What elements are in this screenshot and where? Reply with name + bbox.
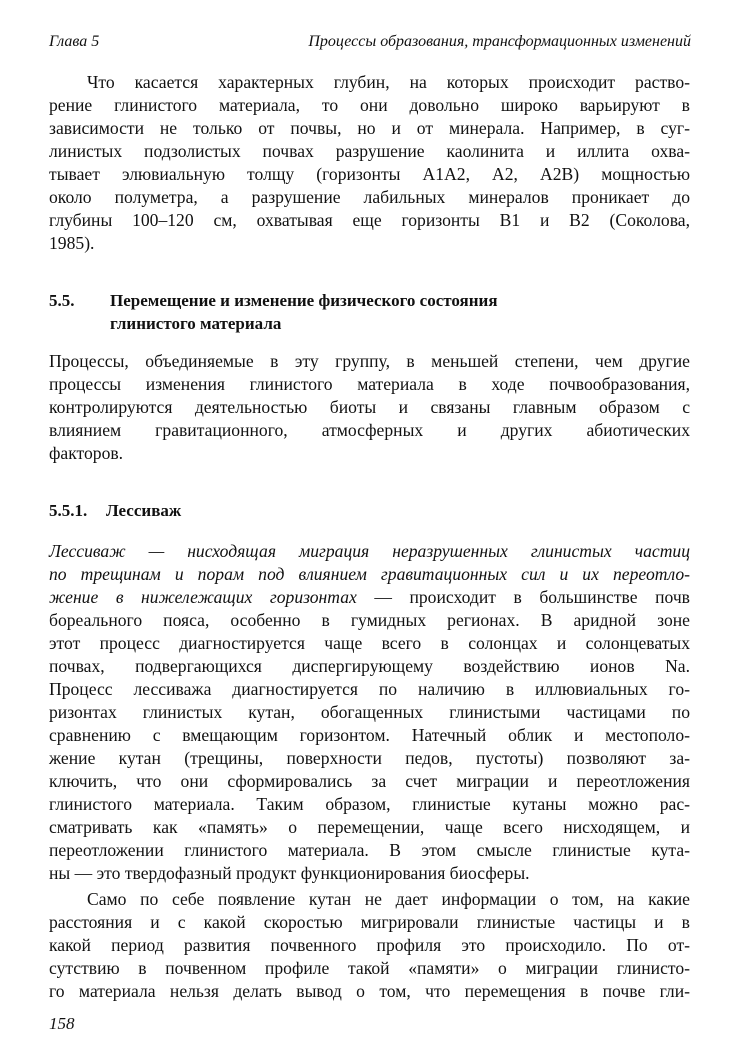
text-line: бореального пояса, особенно в гумидных регионах. В аридной зоне: [49, 610, 690, 630]
text-line: сутствию в почвенном профиле такой «памяти» о миграции глинисто-: [49, 958, 690, 978]
text-line: жение кутан (трещины, поверхности педов, пустоты) позволяют за-: [49, 748, 690, 768]
subsection-number: 5.5.1.: [49, 501, 88, 520]
definition-line: Лессиваж — нисходящая миграция неразрушенных глинистых частиц: [49, 541, 690, 561]
definition-fragment: жение в нижележащих горизонтах: [49, 587, 357, 607]
text-line: Что касается характерных глубин, на которых происходит раство-: [87, 72, 690, 92]
text-line: сравнению с вмещающим горизонтом. Натечный облик и местополо-: [49, 725, 690, 745]
text-line: около полуметра, а разрушение лабильных минералов проникает до: [49, 187, 690, 207]
text-line: процессы изменения глинистого материала в ходе почвообразования,: [49, 374, 690, 394]
section-number: 5.5.: [49, 291, 75, 310]
text-line: тывает элювиальную толщу (горизонты А1А2, А2, А2В) мощностью: [49, 164, 690, 184]
text-line: переотложении глинистого материала. В этом смысле глинистые кута-: [49, 840, 690, 860]
section-title-line: Перемещение и изменение физического состояния: [110, 291, 498, 310]
text-line: 1985).: [49, 233, 95, 253]
text-line: [49, 586, 690, 608]
text-fragment: — происходит в большинстве почв: [356, 587, 690, 607]
definition-line: по трещинам и порам под влиянием гравитационных сил и их переотло-: [49, 564, 690, 584]
text-line: глубины 100–120 см, охватывая еще горизонты В1 и В2 (Соколова,: [49, 210, 690, 230]
section-title-line: глинистого материала: [110, 314, 282, 333]
text-line: Процессы, объединяемые в эту группу, в меньшей степени, чем другие: [49, 351, 690, 371]
subsection-title: Лессиваж: [106, 501, 182, 520]
text-line: линистых подзолистых почвах разрушение каолинита и иллита охва-: [49, 141, 690, 161]
text-line: какой период развития почвенного профиля это происходило. По от-: [49, 935, 690, 955]
text-line: Само по себе появление кутан не дает информации о том, на какие: [87, 889, 690, 909]
text-line: почвах, подвергающихся диспергирующему воздействию ионов Na.: [49, 656, 690, 676]
text-line: этот процесс диагностируется чаще всего в солонцах и солонцеватых: [49, 633, 690, 653]
text-line: ключить, что они сформировались за счет миграции и переотложения: [49, 771, 690, 791]
text-line: влиянием гравитационного, атмосферных и других абиотических: [49, 420, 690, 440]
running-header-chapter: Глава 5: [49, 33, 100, 50]
running-header-title: Процессы образования, трансформационных изменений: [308, 33, 691, 50]
text-line: Процесс лессиважа диагностируется по наличию в иллювиальных го-: [49, 679, 690, 699]
text-line: расстояния и с какой скоростью мигрировали глинистые частицы и в: [49, 912, 690, 932]
page-number: 158: [49, 1014, 75, 1033]
text-line: сматривать как «память» о перемещении, чаще всего нисходящем, и: [49, 817, 690, 837]
text-line: го материала нельзя делать вывод о том, что перемещения в почве гли-: [49, 981, 690, 1001]
text-line: глинистого материала. Таким образом, глинистые кутаны можно рас-: [49, 794, 690, 814]
text-line: рение глинистого материала, то они довольно широко варьируют в: [49, 95, 690, 115]
text-line: контролируются деятельностью биоты и связаны главным образом с: [49, 397, 690, 417]
text-line: ризонтах глинистых кутан, обогащенных глинистыми частицами по: [49, 702, 690, 722]
text-line: зависимости не только от почвы, но и от минерала. Например, в суг-: [49, 118, 690, 138]
text-line: ны — это твердофазный продукт функционирования биосферы.: [49, 863, 530, 883]
text-line: факторов.: [49, 443, 124, 463]
